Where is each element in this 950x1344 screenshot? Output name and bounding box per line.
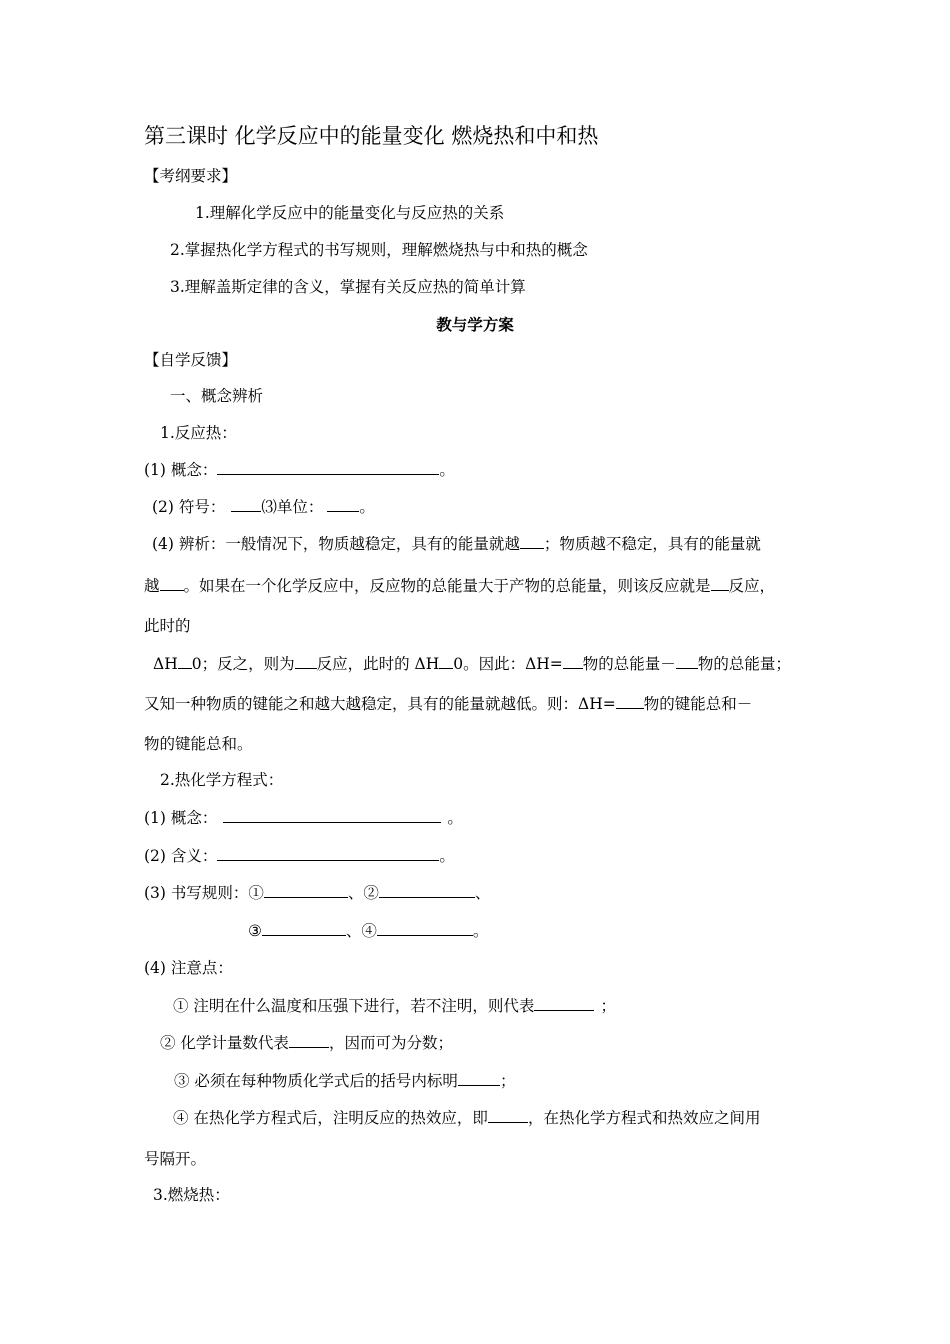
q2-note-4 [173,1107,760,1128]
text: 越 [144,577,160,595]
answer-blank [379,882,475,898]
q1-concept-line [144,459,455,480]
text: 。 [472,922,489,940]
answer-blank [377,920,473,936]
text: 。 [447,809,463,827]
q2-concept-line [144,807,463,828]
q1-analysis-line-6: 物的键能总和。 [144,735,253,753]
kaogang-item-1: 1.理解化学反应中的能量变化与反应热的关系 [195,204,505,222]
q1-title: 1.反应热： [160,424,237,442]
text: (1) 概念： [144,809,218,827]
q2-note-4-continued: 号隔开。 [144,1150,207,1168]
text: 反应， [728,577,776,595]
text: 、④ [345,922,377,940]
text: 。 [439,461,455,479]
answer-blank [295,653,317,669]
q1-analysis-line-2 [144,575,775,596]
q2-note-3 [174,1070,515,1091]
answer-blank [616,693,644,709]
text: 反应，此时的 ΔH [316,655,440,673]
zixue-heading: 【自学反馈】 [144,351,238,369]
text: (3) 书写规则：① [144,884,264,902]
text: ΔH [153,655,178,673]
answer-blank [711,575,729,591]
answer-blank [223,807,441,823]
text: ④ 在热化学方程式后，注明反应的热效应，即 [173,1109,488,1127]
kaogang-item-3: 3.理解盖斯定律的含义，掌握有关反应热的简单计算 [170,278,526,296]
part-one-heading: 一、概念辨析 [170,387,264,405]
answer-blank [178,653,192,669]
text: ③ [248,922,262,940]
answer-blank [458,1070,500,1086]
text: (2) 含义： [144,847,218,865]
q2-notes-heading: (4) 注意点： [144,959,233,977]
q2-note-2 [160,1032,453,1053]
answer-blank [262,920,346,936]
q1-analysis-line-1 [152,533,761,554]
text: ； [600,997,616,1015]
text: 。 [439,847,455,865]
text: 0；反之，则为 [191,655,295,673]
text: 物的总能量－ [582,655,676,673]
text: 又知一种物质的键能之和越大越稳定，具有的能量就越低。则：ΔH= [144,695,616,713]
text: ① 注明在什么温度和压强下进行，若不注明，则代表 [173,997,535,1015]
text: 。 [359,498,375,516]
q1-symbol-line [152,496,375,517]
q2-note-1 [173,995,616,1016]
answer-blank [217,459,439,475]
q2-meaning-line [144,845,455,866]
answer-blank [439,653,453,669]
answer-blank [327,496,359,512]
q2-title: 2.热化学方程式： [160,771,284,789]
kaogang-heading: 【考纲要求】 [144,167,238,185]
kaogang-item-2: 2.掌握热化学方程式的书写规则，理解燃烧热与中和热的概念 [170,241,588,259]
text: ③ 必须在每种物质化学式后的括号内标明 [174,1072,458,1090]
answer-blank [231,496,261,512]
answer-blank [289,1032,329,1048]
answer-blank [217,845,439,861]
answer-blank [676,653,698,669]
text: 0。因此：ΔH= [453,655,563,673]
q3-title: 3.燃烧热： [153,1186,230,1204]
text: 。如果在一个化学反应中，反应物的总能量大于产物的总能量，则该反应就是 [183,577,711,595]
text: 物的键能总和－ [643,695,753,713]
text: 、 [474,884,491,902]
answer-blank [488,1107,528,1123]
text: ；物质越不稳定，具有的能量就 [543,535,761,553]
text: (4) 辨析：一般情况下，物质越稳定，具有的能量就越 [152,535,520,553]
answer-blank [534,995,594,1011]
text: 、② [347,884,379,902]
text: ，因而可为分数； [328,1034,453,1052]
text: ； [499,1072,516,1090]
q2-rules-line-1 [144,882,490,903]
text: (2) 符号： [152,498,226,516]
answer-blank [160,575,184,591]
q1-analysis-line-5 [144,693,752,714]
q1-analysis-line-3: 此时的 [144,617,191,635]
page-title: 第三课时 化学反应中的能量变化 燃烧热和中和热 [144,124,599,148]
text: ⑶单位： [261,498,324,516]
text: 物的总能量； [697,655,791,673]
q1-analysis-line-4 [153,653,791,674]
text: ，在热化学方程式和热效应之间用 [527,1109,761,1127]
answer-blank [264,882,348,898]
answer-blank [520,533,544,549]
answer-blank [563,653,583,669]
q2-rules-line-2 [248,920,488,941]
section-title: 教与学方案 [436,315,514,334]
text: (1) 概念： [144,461,218,479]
text: ② 化学计量数代表 [160,1034,289,1052]
